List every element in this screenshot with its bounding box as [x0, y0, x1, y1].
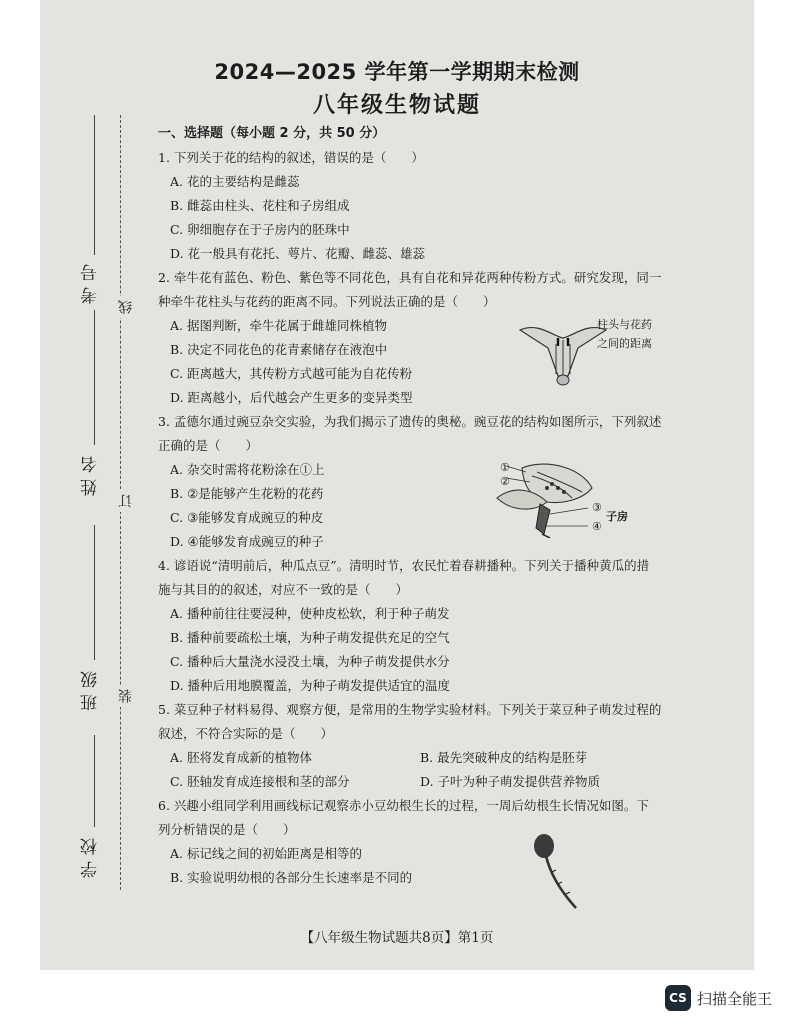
question-4-stem-cont: 施与其目的的叙述，对应不一致的是（ ）: [158, 582, 409, 597]
question-2-option-c: C. 距离越大，其传粉方式越可能为自花传粉: [170, 366, 413, 381]
question-1-option-a: A. 花的主要结构是雌蕊: [170, 174, 300, 189]
section-heading: 一、选择题（每小题 2 分，共 50 分）: [158, 126, 386, 141]
school-label: 学校: [81, 832, 101, 878]
cut-mark-line: 线: [116, 296, 136, 318]
question-1-option-c: C. 卵细胞存在于子房内的胚珠中: [170, 222, 350, 237]
question-6-option-b: B. 实验说明幼根的各部分生长速率是不同的: [170, 870, 413, 885]
question-3-label-2: ②: [500, 475, 510, 488]
question-3-option-d: D. ④能够发育成豌豆的种子: [170, 534, 324, 549]
question-3-stem-cont: 正确的是（ ）: [158, 438, 259, 453]
question-5-options-row-2: [158, 770, 718, 794]
question-2-flower-figure: [518, 318, 608, 388]
question-2-stem: 2. 牵牛花有蓝色、粉色、紫色等不同花色，具有自花和异花两种传粉方式。研究发现，同一: [158, 270, 662, 285]
exam-title: 2024—2025 学年第一学期期末检测: [214, 60, 580, 84]
name-field: [94, 310, 95, 445]
question-content: [158, 122, 718, 890]
question-3-ovary-label: 子房: [606, 510, 628, 523]
question-3-label-1: ①: [500, 461, 510, 474]
cut-mark-ding: 订: [116, 490, 136, 512]
class-field: [94, 525, 95, 660]
name-label: 姓名: [81, 450, 101, 496]
question-3-option-a: A. 杂交时需将花粉涂在①上: [170, 462, 325, 477]
question-3-option-c: C. ③能够发育成豌豆的种皮: [170, 510, 324, 525]
question-2-option-b: B. 决定不同花色的花青素储存在液泡中: [170, 342, 388, 357]
question-4-option-c: C. 播种后大量浇水浸没土壤，为种子萌发提供水分: [170, 654, 450, 669]
question-1-option-b: B. 雌蕊由柱头、花柱和子房组成: [170, 198, 350, 213]
question-4-stem: 4. 谚语说“清明前后，种瓜点豆”。清明时节，农民忙着春耕播种。下列关于播种黄瓜的措: [158, 558, 650, 573]
question-5-stem: 5. 菜豆种子材料易得、观察方便，是常用的生物学实验材料。下列关于菜豆种子萌发过程的: [158, 702, 662, 717]
question-5-option-b: B. 最先突破种皮的结构是胚芽: [420, 750, 588, 765]
question-5-stem-cont: 叙述，不符合实际的是（ ）: [158, 726, 334, 741]
question-4-option-d: D. 播种后用地膜覆盖，为种子萌发提供适宜的温度: [170, 678, 451, 693]
question-3-label-3: ③: [592, 501, 602, 514]
question-6-stem-cont: 列分析错误的是（ ）: [158, 822, 296, 837]
page-footer: 【八年级生物试题共8页】第1页: [300, 930, 494, 946]
class-label: 班级: [81, 665, 101, 711]
watermark-text: 扫描全能王: [696, 989, 772, 1008]
question-4-option-a: A. 播种前往往要浸种，使种皮松软，利于种子萌发: [170, 606, 450, 621]
question-5-option-d: D. 子叶为种子萌发提供营养物质: [420, 774, 601, 789]
question-6-stem: 6. 兴趣小组同学利用画线标记观察赤小豆幼根生长的过程，一周后幼根生长情况如图。下: [158, 798, 649, 813]
question-5-option-c: C. 胚轴发育成连接根和茎的部分: [170, 774, 350, 789]
question-2-figure-label-2: 之间的距离: [597, 337, 652, 350]
cut-mark-zhuang: 装: [116, 685, 136, 707]
question-5-options-row-1: [158, 746, 718, 770]
question-3-label-4: ④: [592, 520, 602, 533]
question-6-option-a: A. 标记线之间的初始距离是相等的: [170, 846, 362, 861]
question-3-option-b: B. ②是能够产生花粉的花药: [170, 486, 324, 501]
question-3-stem: 3. 孟德尔通过豌豆杂交实验，为我们揭示了遗传的奥秘。豌豆花的结构如图所示，下列叙述: [158, 414, 662, 429]
school-field: [94, 735, 95, 827]
question-5-option-a: A. 胚将发育成新的植物体: [170, 750, 312, 765]
binding-strip: [40, 0, 160, 970]
scanner-watermark: [665, 985, 772, 1011]
exam-no-label: 考号: [81, 258, 101, 304]
exam-no-field: [94, 115, 95, 255]
question-6-root-figure: [528, 832, 588, 912]
question-4-option-b: B. 播种前要疏松土壤，为种子萌发提供充足的空气: [170, 630, 450, 645]
exam-subtitle: 八年级生物试题: [312, 93, 481, 118]
question-2-option-d: D. 距离越小，后代越会产生更多的变异类型: [170, 390, 413, 405]
question-1-option-d: D. 花一般具有花托、萼片、花瓣、雌蕊、雄蕊: [170, 246, 426, 261]
exam-paper: [40, 0, 754, 970]
question-1-stem: 1. 下列关于花的结构的叙述，错误的是（ ）: [158, 150, 424, 165]
question-2-stem-cont: 种牵牛花柱头与花药的距离不同。下列说法正确的是（ ）: [158, 294, 496, 309]
question-2-figure-label-1: 柱头与花药: [597, 318, 652, 331]
question-2-option-a: A. 据图判断，牵牛花属于雌雄同株植物: [170, 318, 387, 333]
camscanner-logo-icon: CS: [665, 985, 691, 1011]
